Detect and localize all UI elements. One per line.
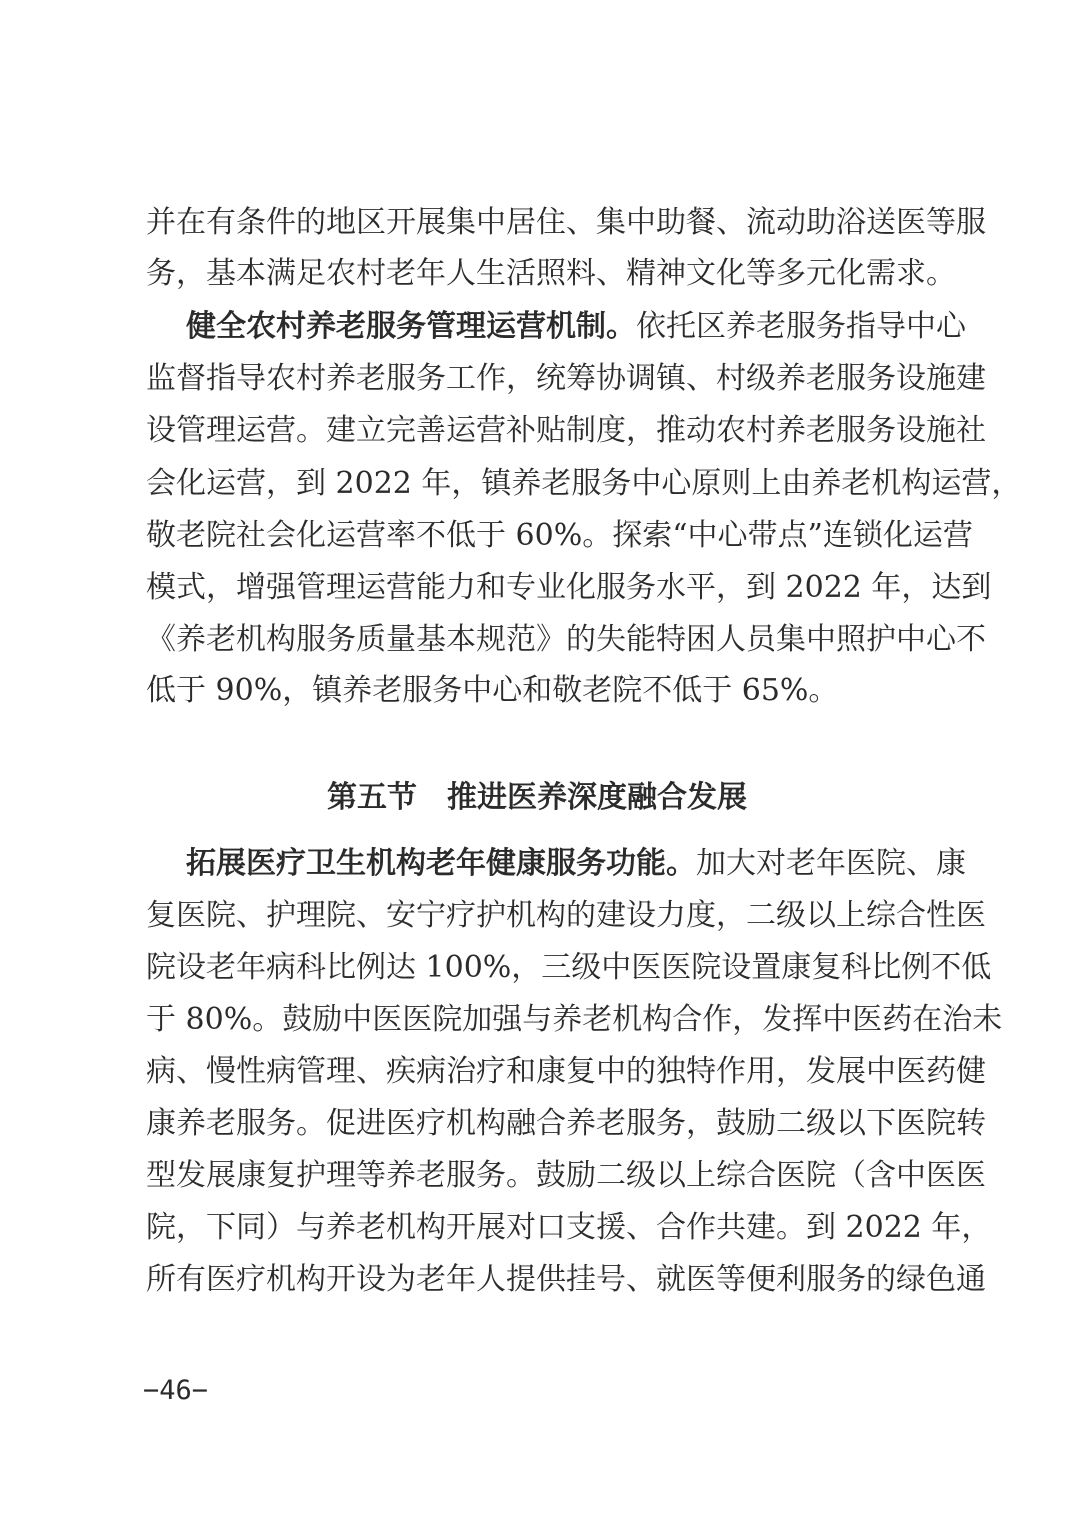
paragraph-line: 于 80%。鼓励中医医院加强与养老机构合作，发挥中医药在治未: [146, 1002, 1003, 1037]
paragraph-text: 依托区养老服务指导中心: [636, 309, 966, 344]
paragraph-line: 型发展康复护理等养老服务。鼓励二级以上综合医院（含中医医: [146, 1158, 986, 1193]
section-heading: 第五节 推进医养深度融合发展: [327, 780, 747, 815]
bold-lead: 健全农村养老服务管理运营机制。: [186, 309, 636, 344]
paragraph-first-line: [186, 307, 966, 347]
paragraph-line: 模式，增强管理运营能力和专业化服务水平，到 2022 年，达到: [146, 570, 992, 605]
paragraph-line: 设管理运营。建立完善运营补贴制度，推动农村养老服务设施社: [146, 413, 986, 448]
paragraph-line: 院，下同）与养老机构开展对口支援、合作共建。到 2022 年，: [146, 1210, 992, 1245]
paragraph-line: 所有医疗机构开设为老年人提供挂号、就医等便利服务的绿色通: [146, 1262, 986, 1297]
bold-lead: 拓展医疗卫生机构老年健康服务功能。: [186, 846, 696, 881]
paragraph-line: 务，基本满足农村老年人生活照料、精神文化等多元化需求。: [146, 256, 956, 291]
paragraph-first-line: [186, 844, 966, 884]
paragraph-line: 低于 90%，镇养老服务中心和敬老院不低于 65%。: [146, 673, 839, 708]
paragraph-line: 《养老机构服务质量基本规范》的失能特困人员集中照护中心不: [146, 622, 986, 657]
paragraph-text: 加大对老年医院、康: [696, 846, 966, 881]
paragraph-line: 院设老年病科比例达 100%，三级中医医院设置康复科比例不低: [146, 950, 992, 985]
paragraph-line: 敬老院社会化运营率不低于 60%。探索“中心带点”连锁化运营: [146, 518, 973, 553]
paragraph-line: 会化运营，到 2022 年，镇养老服务中心原则上由养老机构运营，: [146, 466, 1022, 501]
paragraph-line: 康养老服务。促进医疗机构融合养老服务，鼓励二级以下医院转: [146, 1106, 986, 1141]
paragraph-line: 病、慢性病管理、疾病治疗和康复中的独特作用，发展中医药健: [146, 1054, 986, 1089]
paragraph-line: 并在有条件的地区开展集中居住、集中助餐、流动助浴送医等服: [146, 205, 986, 240]
paragraph-line: 监督指导农村养老服务工作，统筹协调镇、村级养老服务设施建: [146, 361, 986, 396]
paragraph-line: 复医院、护理院、安宁疗护机构的建设力度，二级以上综合性医: [146, 898, 986, 933]
page-number: −46−: [143, 1375, 209, 1406]
